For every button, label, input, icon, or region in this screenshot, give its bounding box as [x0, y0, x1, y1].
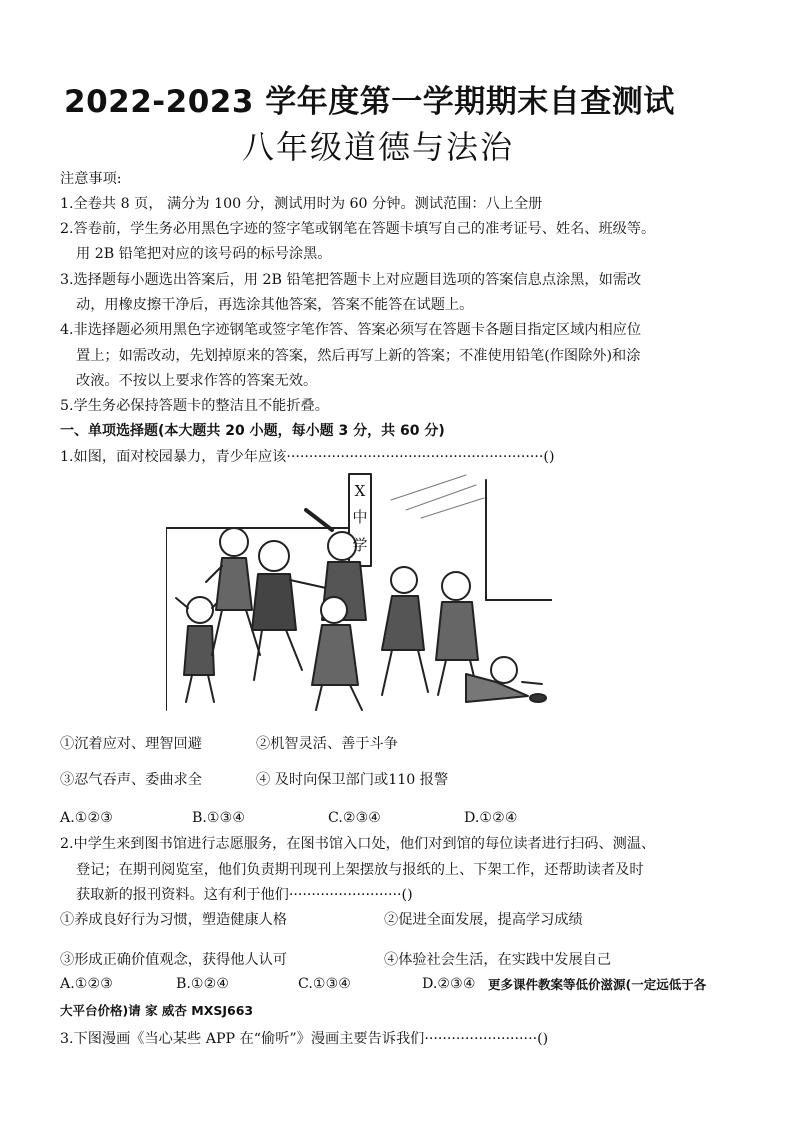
q1-option-b[interactable]: B.①③④: [192, 810, 246, 826]
question-1-stem: 1.如图，面对校园暴力，青少年应该·························································(): [60, 449, 555, 465]
q2-statement-3: ③形成正确价值观念，获得他人认可: [60, 952, 288, 968]
note-4-line-3: 改液。不按以上要求作答的答案无效。: [76, 373, 318, 389]
q2-statement-4: ④体验社会生活，在实践中发展自己: [384, 952, 612, 968]
promo-text-line-1: 更多课件教案等低价滋源(一定远低于各: [488, 977, 707, 992]
q2-statement-2: ②促进全面发展，提高学习成绩: [384, 912, 583, 928]
school-violence-illustration: [166, 470, 552, 720]
q2-option-c[interactable]: C.①③④: [298, 976, 352, 992]
exam-subtitle: 八年级道德与法治: [242, 128, 515, 166]
question-2-stem-line-3: 获取新的报刊资料。这有利于他们·························(): [76, 887, 413, 903]
q2-option-a[interactable]: A.①②③: [60, 976, 113, 992]
q1-option-c[interactable]: C.②③④: [328, 810, 382, 826]
q2-statement-1: ①养成良好行为习惯，塑造健康人格: [60, 912, 288, 928]
exam-title: 2022-2023 学年度第一学期期末自查测试: [64, 84, 675, 120]
q1-statement-3: ③忍气吞声、委曲求全: [60, 772, 202, 788]
note-2-line-1: 2.答卷前，学生务必用黑色字迹的签字笔或钢笔在答题卡填写自己的准考证号、姓名、班级等。: [60, 221, 656, 237]
note-2-line-2: 用 2B 铅笔把对应的该号码的标号涂黑。: [76, 246, 332, 262]
note-3-line-1: 3.选择题每小题选出答案后，用 2B 铅笔把答题卡上对应题目选项的答案信息点涂黑，如需改: [60, 272, 642, 288]
school-sign-char-3: 学: [352, 536, 368, 554]
notes-heading: 注意事项:: [60, 171, 122, 187]
note-3-line-2: 动，用橡皮擦干净后，再选涂其他答案，答案不能答在试题上。: [76, 297, 474, 313]
school-sign-char-2: 中: [352, 508, 368, 526]
q1-option-d[interactable]: D.①②④: [464, 810, 518, 826]
section-heading: 一、单项选择题(本大题共 20 小题，每小题 3 分，共 60 分): [60, 423, 445, 439]
school-sign-char-1: X: [354, 482, 366, 500]
q1-statement-2: ②机智灵活、善于斗争: [256, 736, 398, 752]
note-4-line-2: 置上；如需改动，先划掉原来的答案，然后再写上新的答案；不准使用铅笔(作图除外)和涂: [76, 348, 641, 364]
question-3-stem: 3.下图漫画《当心某些 APP 在“偷听”》漫画主要告诉我们·························(): [60, 1031, 549, 1047]
note-4-line-1: 4.非选择题必须用黑色字迹钢笔或签字笔作答、答案必须写在答题卡各题目指定区域内相应位: [60, 322, 642, 338]
question-2-stem-line-1: 2.中学生来到图书馆进行志愿服务，在图书馆入口处，他们对到馆的每位读者进行扫码、测温、: [60, 836, 656, 852]
note-5: 5.学生务必保持答题卡的整洁且不能折叠。: [60, 398, 329, 414]
q2-option-d[interactable]: D.②③④: [422, 976, 476, 992]
q1-statement-1: ①沉着应对、理智回避: [60, 736, 202, 752]
q1-option-a[interactable]: A.①②③: [60, 810, 113, 826]
question-2-stem-line-2: 登记；在期刊阅览室，他们负责期刊现刊上架摆放与报纸的上、下架工作，还帮助读者及时: [76, 862, 644, 878]
promo-text-line-2: 大平台价格)请 家 威杏 MXSJ663: [60, 1003, 254, 1018]
note-1: 1.全卷共 8 页， 满分为 100 分，测试用时为 60 分钟。测试范围：八上全册: [60, 196, 543, 212]
q1-statement-4: ④ 及时向保卫部门或110 报警: [256, 772, 449, 788]
q2-option-b[interactable]: B.①②④: [176, 976, 230, 992]
